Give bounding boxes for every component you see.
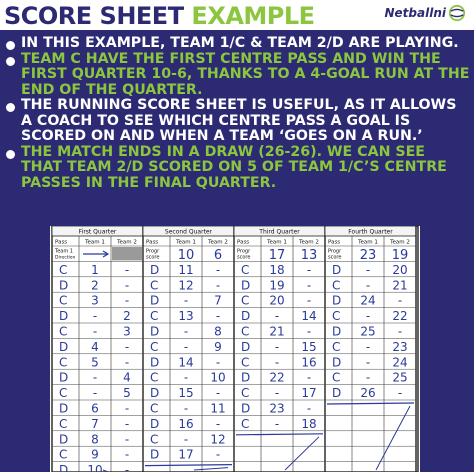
pass-cell: C <box>332 370 341 385</box>
team1-cell: 16 <box>178 416 194 431</box>
quarter-header: Second Quarter <box>164 228 213 236</box>
team2-cell: - <box>306 401 312 416</box>
team2-cell: - <box>215 262 221 277</box>
team2-cell: 15 <box>301 339 317 354</box>
team2-cell: 20 <box>392 262 408 277</box>
team1-cell: - <box>365 370 371 385</box>
team1-cell: 26 <box>360 386 376 401</box>
pass-cell: D <box>59 278 69 293</box>
col-header-pass: Pass <box>55 239 68 246</box>
team2-cell: 24 <box>392 355 408 370</box>
team1-cell: 9 <box>91 447 99 462</box>
col-header-team1: Team 1 <box>358 239 378 246</box>
pass-cell: C <box>150 432 159 447</box>
pass-cell: C <box>150 401 159 416</box>
team1-cell: - <box>92 309 98 324</box>
pass-cell: C <box>241 416 250 431</box>
progress-score-team2: 6 <box>213 248 223 263</box>
bullet-list <box>6 36 470 191</box>
team2-cell: - <box>124 355 130 370</box>
header-bar <box>0 0 474 30</box>
pass-cell: C <box>150 370 159 385</box>
team1-cell: 6 <box>91 401 99 416</box>
team2-cell: - <box>124 416 130 431</box>
team2-cell: - <box>306 278 312 293</box>
team1-cell: 14 <box>178 355 194 370</box>
bullet-item <box>6 52 470 99</box>
pass-cell: D <box>241 401 251 416</box>
team1-cell: 15 <box>178 386 194 401</box>
team2-cell: - <box>124 463 130 472</box>
team1-cell: - <box>365 309 371 324</box>
pass-cell: C <box>241 355 250 370</box>
team1-cell: 13 <box>178 309 194 324</box>
pass-cell: C <box>59 262 68 277</box>
team1-cell: 12 <box>178 278 194 293</box>
pass-cell: D <box>241 370 251 385</box>
team1-cell: - <box>183 324 189 339</box>
col-header-team2: Team 2 <box>117 239 137 246</box>
team1-cell: - <box>183 370 189 385</box>
pass-cell: D <box>150 416 160 431</box>
col-header-team2: Team 2 <box>208 239 228 246</box>
team1-cell: - <box>183 401 189 416</box>
team2-cell: 17 <box>301 386 317 401</box>
team1-cell: - <box>274 386 280 401</box>
progress-score-team1: 10 <box>177 248 195 263</box>
team1-cell: 21 <box>269 324 285 339</box>
team2-cell: - <box>124 339 130 354</box>
team1-cell: - <box>183 339 189 354</box>
team2-cell: 12 <box>210 432 226 447</box>
pass-cell: D <box>59 463 69 472</box>
team1-cell: - <box>365 262 371 277</box>
team2-cell: - <box>306 293 312 308</box>
bullet-dot <box>6 150 15 159</box>
pass-cell: C <box>332 339 341 354</box>
pass-cell: D <box>332 386 342 401</box>
team2-cell: 9 <box>214 339 222 354</box>
pass-cell: C <box>150 339 159 354</box>
pass-cell: C <box>241 324 250 339</box>
bullet-text: THE MATCH ENDS IN A DRAW (26-26). WE CAN SEE THAT TEAM 2/D SCORED ON 5 OF TEAM 1/C’S CENTRE PASSES IN THE FINAL QUARTER. <box>21 143 447 191</box>
pass-cell: C <box>59 324 68 339</box>
pass-cell: C <box>150 309 159 324</box>
pass-cell: D <box>59 401 69 416</box>
pass-cell: D <box>332 355 342 370</box>
pass-cell: C <box>59 416 68 431</box>
score-sheet-image <box>50 226 420 472</box>
progress-score-team1: 17 <box>268 248 286 263</box>
pass-cell: D <box>150 262 160 277</box>
col-header-team1: Team 1 <box>267 239 287 246</box>
team2-cell: - <box>397 324 403 339</box>
team1-cell: 1 <box>91 262 99 277</box>
bullet-item <box>6 36 470 52</box>
team1-cell: 4 <box>91 339 99 354</box>
pass-cell: D <box>241 278 251 293</box>
team1-cell: 10 <box>87 463 103 472</box>
team2-cell: - <box>215 278 221 293</box>
team1-cell: - <box>92 386 98 401</box>
team2-cell: 10 <box>210 370 226 385</box>
pass-cell: C <box>241 262 250 277</box>
team1-cell: 18 <box>269 262 285 277</box>
page-title <box>4 1 315 31</box>
team1-cell: - <box>274 309 280 324</box>
team2-cell: - <box>215 355 221 370</box>
team2-cell: - <box>215 447 221 462</box>
bullet-text: TEAM C HAVE THE FIRST CENTRE PASS AND WIN THE FIRST QUARTER 10-6, THANKS TO A 4-GOAL RUN AT THE END OF THE QUARTER. <box>21 50 470 98</box>
bullet-dot <box>6 103 15 112</box>
quarter-header: Third Quarter <box>259 228 300 236</box>
team2-cell: - <box>397 386 403 401</box>
team2-cell: - <box>306 262 312 277</box>
quarter-header: First Quarter <box>78 228 117 236</box>
team1-cell: - <box>365 339 371 354</box>
pass-cell: D <box>150 293 160 308</box>
pass-cell: D <box>332 293 342 308</box>
team1-cell: - <box>274 355 280 370</box>
col-header-pass: Pass <box>237 239 250 246</box>
team2-cell: - <box>124 447 130 462</box>
team1-cell: - <box>274 339 280 354</box>
pass-cell: D <box>332 324 342 339</box>
team1-cell: 3 <box>91 293 99 308</box>
team2-cell: 14 <box>301 309 317 324</box>
team2-cell: 22 <box>392 309 408 324</box>
progress-label: score <box>146 254 160 261</box>
team2-cell: 8 <box>214 324 222 339</box>
q1-direction-label: Direction <box>55 255 76 261</box>
col-header-team1: Team 1 <box>85 239 105 246</box>
team1-cell: 11 <box>178 262 194 277</box>
team1-cell: 8 <box>91 432 99 447</box>
team2-cell: - <box>215 386 221 401</box>
team1-cell: - <box>92 370 98 385</box>
progress-score-team2: 13 <box>300 248 318 263</box>
col-header-team1: Team 1 <box>176 239 196 246</box>
title-part-2: EXAMPLE <box>191 2 315 30</box>
team2-cell: 18 <box>301 416 317 431</box>
pass-cell: D <box>241 339 251 354</box>
pass-cell: D <box>150 355 160 370</box>
team1-cell: 19 <box>269 278 285 293</box>
team1-cell: - <box>183 293 189 308</box>
team2-cell: - <box>124 262 130 277</box>
logo-text: Netballni <box>384 6 446 20</box>
team1-cell: 7 <box>91 416 99 431</box>
pass-cell: C <box>332 278 341 293</box>
team1-cell: - <box>183 432 189 447</box>
team1-cell: 5 <box>91 355 99 370</box>
quarter-header: Fourth Quarter <box>348 228 393 236</box>
team2-cell: 5 <box>123 386 131 401</box>
progress-label: score <box>328 254 342 261</box>
team1-cell: - <box>274 416 280 431</box>
team1-cell: 24 <box>360 293 376 308</box>
team1-cell: - <box>92 324 98 339</box>
pass-cell: C <box>59 355 68 370</box>
progress-score-team1: 23 <box>359 248 377 263</box>
team1-cell: 17 <box>178 447 194 462</box>
bullet-item <box>6 98 470 145</box>
team2-cell: - <box>124 278 130 293</box>
team2-cell: 3 <box>123 324 131 339</box>
title-part-1: SCORE SHEET <box>4 2 184 30</box>
pass-cell: D <box>59 370 69 385</box>
team1-cell: 22 <box>269 370 285 385</box>
bullet-text: THE RUNNING SCORE SHEET IS USEFUL, AS IT ALLOWS A COACH TO SEE WHICH CENTRE PASS A GOAL IS SCORED ON AND WHEN A TEAM ‘GOES ON A RUN.’ <box>21 97 457 144</box>
team2-cell: - <box>215 309 221 324</box>
col-header-team2: Team 2 <box>390 239 410 246</box>
team2-cell: - <box>124 293 130 308</box>
team2-cell: 23 <box>392 339 408 354</box>
bullet-dot <box>6 41 15 50</box>
team2-cell: 11 <box>210 401 226 416</box>
team2-cell: 21 <box>392 278 408 293</box>
team2-cell: 16 <box>301 355 317 370</box>
pass-cell: C <box>59 447 68 462</box>
pass-cell: D <box>150 386 160 401</box>
team1-cell: 25 <box>360 324 376 339</box>
pass-cell: D <box>150 447 160 462</box>
q1-direction-label: Team 1 <box>55 248 73 255</box>
pass-cell: D <box>241 309 251 324</box>
team2-cell: - <box>306 324 312 339</box>
pass-cell: C <box>241 386 250 401</box>
shaded-cell <box>112 247 142 260</box>
team2-cell: 2 <box>123 309 131 324</box>
team2-cell: 4 <box>123 370 131 385</box>
progress-label: score <box>237 254 251 261</box>
progress-label: Progr <box>237 248 251 255</box>
team2-cell: 25 <box>392 370 408 385</box>
pass-cell: C <box>150 278 159 293</box>
team1-cell: 20 <box>269 293 285 308</box>
pass-cell: C <box>332 309 341 324</box>
team1-cell: 23 <box>269 401 285 416</box>
pass-cell: C <box>59 293 68 308</box>
netball-icon <box>448 4 466 22</box>
progress-label: Progr <box>328 248 342 255</box>
team1-cell: 2 <box>91 278 99 293</box>
team1-cell: - <box>365 355 371 370</box>
col-header-pass: Pass <box>146 239 159 246</box>
team2-cell: 7 <box>214 293 222 308</box>
pass-cell: C <box>241 293 250 308</box>
col-header-pass: Pass <box>328 239 341 246</box>
team2-cell: - <box>124 432 130 447</box>
pass-cell: D <box>332 262 342 277</box>
progress-label: Progr <box>146 248 160 255</box>
team2-cell: - <box>397 293 403 308</box>
pass-cell: D <box>150 324 160 339</box>
team2-cell: - <box>215 416 221 431</box>
col-header-team2: Team 2 <box>299 239 319 246</box>
score-sheet <box>50 226 420 472</box>
team2-cell: - <box>306 370 312 385</box>
pass-cell: D <box>59 432 69 447</box>
pass-cell: C <box>59 386 68 401</box>
pass-cell: D <box>59 309 69 324</box>
team1-cell: - <box>365 278 371 293</box>
netballni-logo <box>385 4 467 22</box>
bullet-dot <box>6 57 15 66</box>
pass-cell: D <box>59 339 69 354</box>
team2-cell: - <box>124 401 130 416</box>
bullet-text: IN THIS EXAMPLE, TEAM 1/C & TEAM 2/D ARE PLAYING. <box>21 35 459 51</box>
bullet-item <box>6 145 470 192</box>
progress-score-team2: 19 <box>391 248 409 263</box>
